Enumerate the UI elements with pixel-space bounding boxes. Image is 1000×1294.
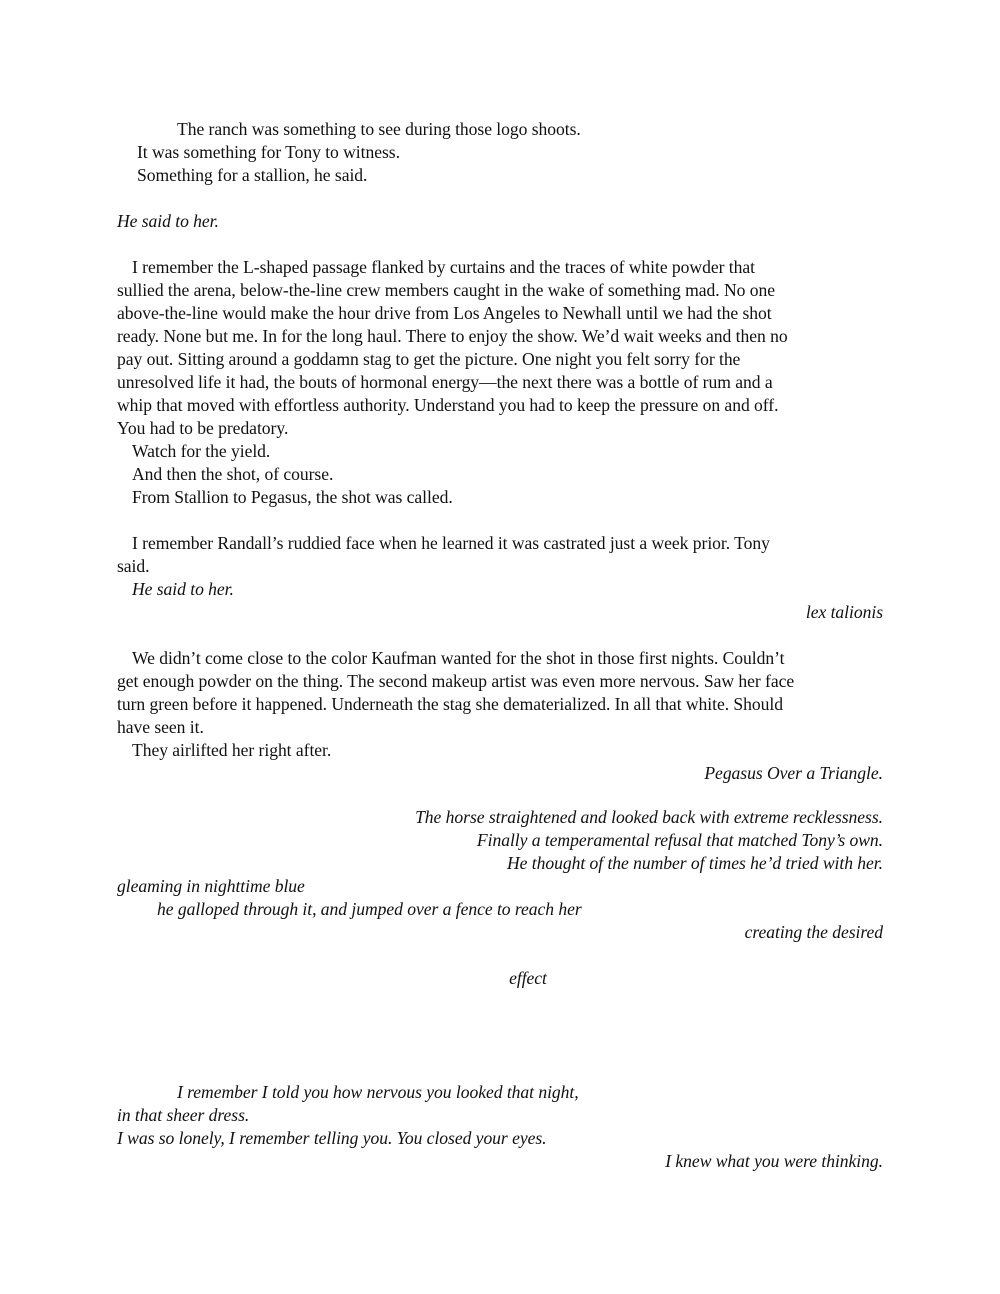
left-line: gleaming in nighttime blue [117, 876, 305, 896]
paragraph-line: get enough powder on the thing. The second makeup artist was even more nervous. Saw her face [117, 671, 795, 691]
italic-aside: He said to her. [132, 579, 234, 599]
right-note: lex talionis [805, 602, 883, 622]
short-line: From Stallion to Pegasus, the shot was called. [132, 487, 453, 507]
short-line: They airlifted her right after. [132, 740, 332, 760]
paragraph-line: unresolved life it had, the bouts of hormonal energy—the next there was a bottle of rum and a [117, 372, 773, 392]
paragraph-line: said. [117, 556, 150, 576]
paragraph-line: above-the-line would make the hour drive from Los Angeles to Newhall until we had the shot [117, 303, 772, 323]
text-line: I was so lonely, I remember telling you. You closed your eyes. [117, 1128, 547, 1148]
text-line: in that sheer dress. [117, 1105, 250, 1125]
paragraph-line: I remember the L-shaped passage flanked by curtains and the traces of white powder that [132, 257, 755, 277]
right-line: Finally a temperamental refusal that matched Tony’s own. [476, 830, 883, 850]
paragraph-line: You had to be predatory. [117, 418, 289, 438]
right-fragment: creating the desired [744, 922, 883, 942]
short-line: Watch for the yield. [132, 441, 271, 461]
indented-line: he galloped through it, and jumped over a fence to reach her [157, 899, 582, 919]
paragraph-line: ready. None but me. In for the long haul. There to enjoy the show. We’d wait weeks and then no [117, 326, 788, 346]
center-fragment: effect [509, 968, 547, 988]
right-line: He thought of the number of times he’d tried with her. [506, 853, 883, 873]
paragraph-line: We didn’t come close to the color Kaufman wanted for the shot in those first nights. Couldn’t [132, 648, 785, 668]
paragraph-line: pay out. Sitting around a goddamn stag to get the picture. One night you felt sorry for the [117, 349, 741, 369]
short-line: And then the shot, of course. [132, 464, 334, 484]
paragraph-line: whip that moved with effortless authority. Understand you had to keep the pressure on and off. [117, 395, 779, 415]
italic-aside: He said to her. [117, 211, 219, 231]
text-line: I remember I told you how nervous you looked that night, [177, 1082, 579, 1102]
text-line: The ranch was something to see during those logo shoots. [177, 119, 581, 139]
right-note: Pegasus Over a Triangle. [704, 763, 883, 783]
paragraph-line: sullied the arena, below-the-line crew members caught in the wake of something mad. No one [117, 280, 775, 300]
text-line: Something for a stallion, he said. [137, 165, 368, 185]
paragraph-line: have seen it. [117, 717, 204, 737]
paragraph-line: I remember Randall’s ruddied face when he learned it was castrated just a week prior. Tony [132, 533, 770, 553]
right-line: The horse straightened and looked back with extreme recklessness. [415, 807, 883, 827]
paragraph-line: turn green before it happened. Underneath the stag she dematerialized. In all that white. Should [117, 694, 783, 714]
text-line: It was something for Tony to witness. [137, 142, 400, 162]
right-line: I knew what you were thinking. [665, 1151, 883, 1171]
